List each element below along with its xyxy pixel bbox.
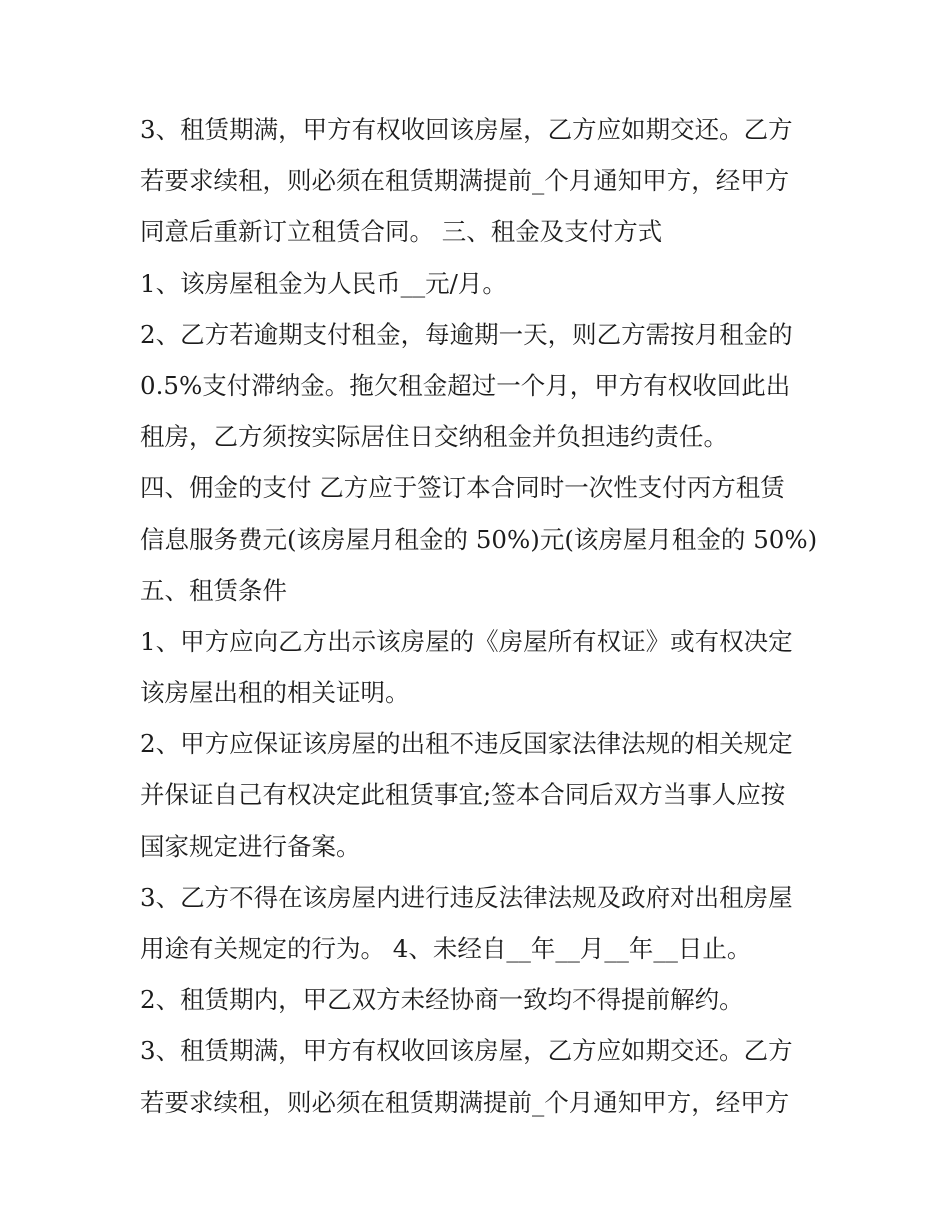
text-line: 0.5%支付滞纳金。拖欠租金超过一个月，甲方有权收回此出 [140, 370, 791, 400]
text-line: 3、乙方不得在该房屋内进行违反法律法规及政府对出租房屋 [140, 882, 793, 912]
text-line: 3、租赁期满，甲方有权收回该房屋，乙方应如期交还。乙方 [140, 1036, 793, 1066]
text-line: 四、佣金的支付 乙方应于签订本合同时一次性支付丙方租赁 [140, 473, 785, 503]
text-line: 用途有关规定的行为。 4、未经自__年__月__年__日止。 [140, 934, 752, 963]
text-line: 租房，乙方须按实际居住日交纳租金并负担违约责任。 [140, 422, 728, 452]
text-line: 2、乙方若逾期支付租金，每逾期一天，则乙方需按月租金的 [140, 319, 793, 349]
text-line: 五、租赁条件 [140, 575, 287, 605]
text-line: 国家规定进行备案。 [140, 831, 361, 861]
text-line: 并保证自己有权决定此租赁事宜;签本合同后双方当事人应按 [140, 780, 786, 810]
text-line: 2、甲方应保证该房屋的出租不违反国家法律法规的相关规定 [140, 729, 793, 759]
text-line: 同意后重新订立租赁合同。 三、租金及支付方式 [140, 217, 663, 247]
text-line: 1、甲方应向乙方出示该房屋的《房屋所有权证》或有权决定 [140, 626, 793, 656]
text-line: 若要求续租，则必须在租赁期满提前_个月通知甲方，经甲方 [140, 166, 790, 196]
text-line: 信息服务费元(该房屋月租金的 50%)元(该房屋月租金的 50%) [140, 524, 818, 554]
text-line: 3、租赁期满，甲方有权收回该房屋，乙方应如期交还。乙方 [140, 115, 793, 144]
text-line: 该房屋出租的相关证明。 [140, 678, 410, 708]
text-line: 1、该房屋租金为人民币__元/月。 [140, 268, 507, 298]
contract-text [140, 104, 840, 1128]
text-line: 2、租赁期内，甲乙双方未经协商一致均不得提前解约。 [140, 985, 744, 1015]
text-line: 若要求续租，则必须在租赁期满提前_个月通知甲方，经甲方 [140, 1087, 790, 1117]
